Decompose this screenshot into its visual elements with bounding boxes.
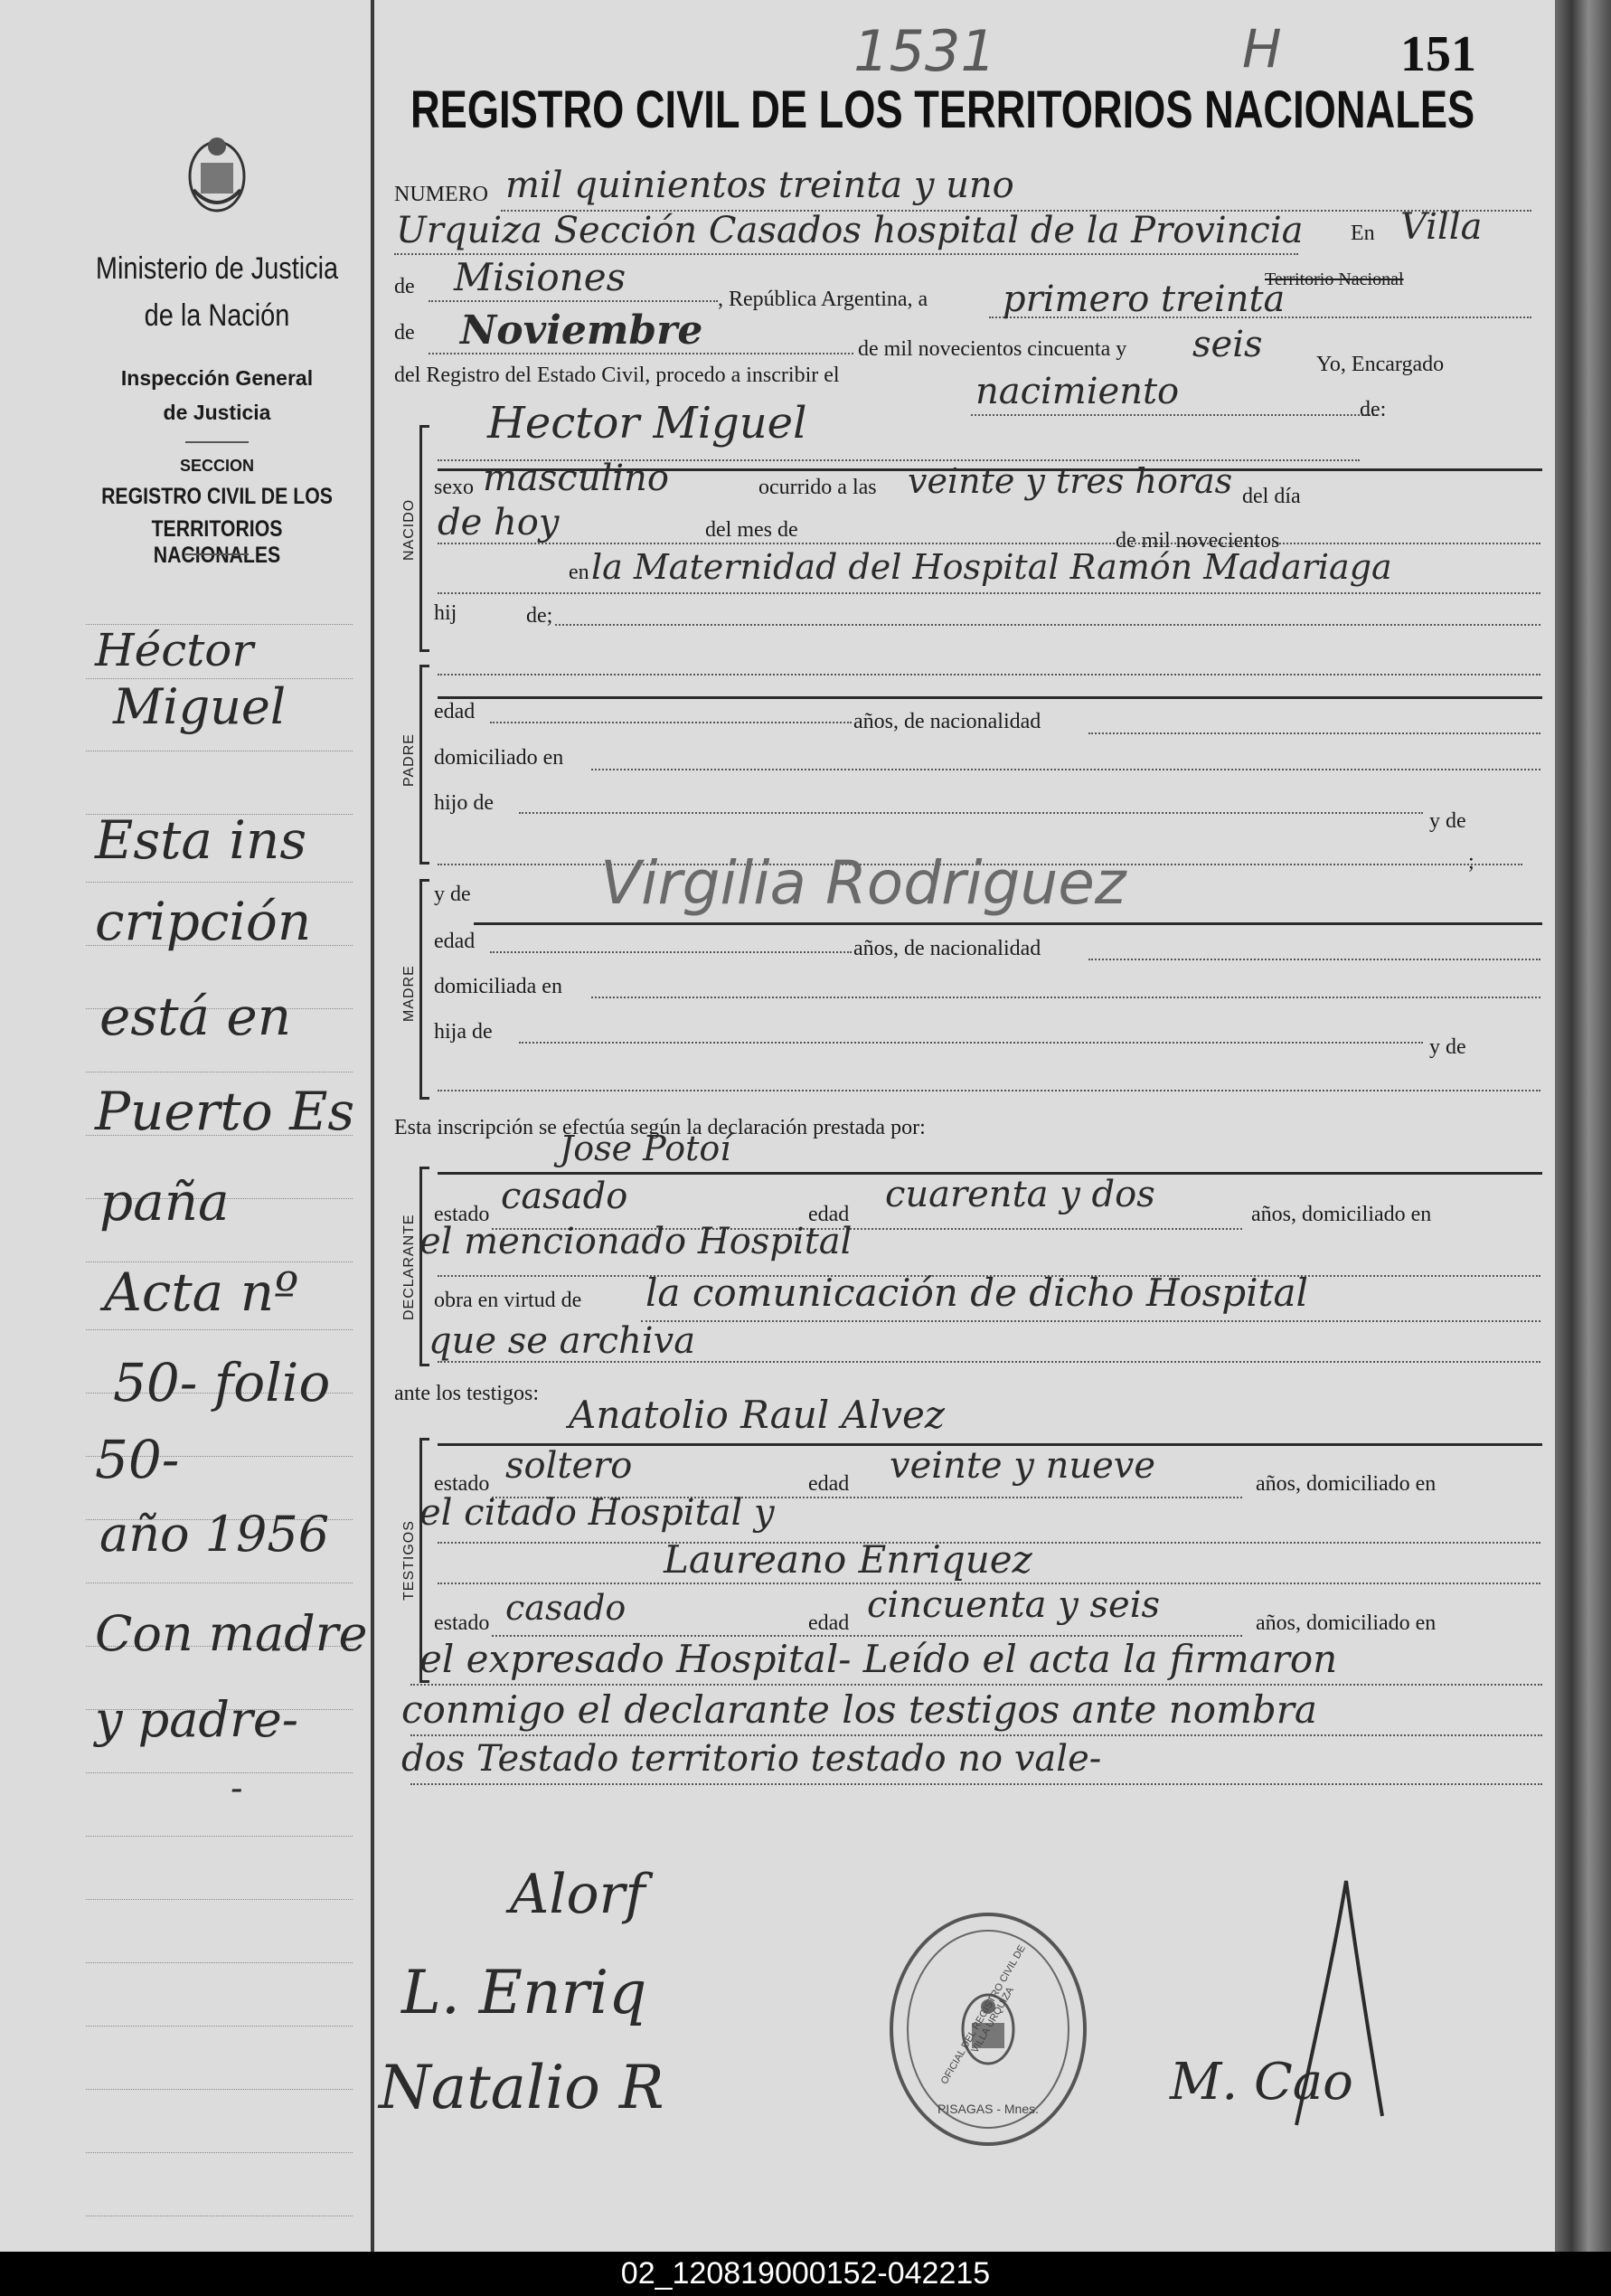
madre-label: MADRE: [401, 965, 417, 1022]
anos-nac-label-madre: años, de nacionalidad: [853, 937, 1041, 960]
field-line: [490, 951, 852, 953]
field-line: [1088, 959, 1540, 960]
field-line: [519, 1042, 1423, 1044]
mil-label: de mil novecientos cincuenta y: [858, 337, 1127, 361]
field-line: [519, 812, 1423, 814]
signature-flourish: [1278, 1872, 1396, 2134]
de-value: Misiones: [454, 255, 626, 299]
edad-label-w2: edad: [808, 1611, 850, 1635]
left-divider-rule: [185, 441, 249, 443]
en2-label: en: [569, 561, 589, 584]
field-line: [641, 1320, 1540, 1322]
edad-label-w1: edad: [808, 1472, 850, 1496]
section-rule: [474, 922, 1542, 925]
field-line: [490, 722, 852, 723]
de-label: de: [394, 275, 415, 298]
signature: M. Cao: [1170, 2053, 1353, 2112]
left-margin-column: [0, 0, 371, 2252]
place-line-value: Urquiza Sección Casados hospital de la Provincia: [396, 210, 1304, 251]
field-line: [410, 1684, 1542, 1686]
ruled-line: [86, 2026, 353, 2027]
stamp-bottom-text: PISAGAS - Mnes.: [937, 2102, 1040, 2116]
mil2-label: de mil novecientos: [1116, 529, 1280, 553]
closing-line-2: conmigo el declarante los testigos ante nombra: [401, 1687, 1317, 1732]
del-dia-label: del día: [1242, 485, 1301, 508]
year-value: seis: [1192, 324, 1263, 365]
de3-label: de:: [1360, 398, 1387, 421]
margin-note: Acta nº: [104, 1261, 299, 1323]
registro-label: del Registro del Estado Civil, procedo a inscribir el: [394, 364, 840, 387]
hijo-de-label: hijo de: [434, 791, 494, 815]
edad-decl-value: cuarenta y dos: [885, 1174, 1155, 1215]
field-line: [971, 414, 1378, 416]
inscripcion-label: Esta inscripción se efectúa según la declaración prestada por:: [394, 1116, 926, 1139]
page-number: 151: [1400, 26, 1476, 82]
section-name-line-1: REGISTRO CIVIL DE LOS: [101, 484, 333, 509]
margin-note: paña: [99, 1171, 230, 1233]
registro-value: nacimiento: [975, 371, 1180, 412]
sexo-value: masculino: [483, 458, 669, 499]
field-line: [410, 1783, 1542, 1785]
margin-note: 50- folio: [113, 1352, 331, 1413]
margin-note: Héctor: [95, 624, 254, 676]
anos-dom-label-w1: años, domiciliado en: [1256, 1472, 1437, 1496]
field-line: [591, 769, 1540, 770]
edad-label-madre: edad: [434, 930, 476, 953]
field-line: [591, 997, 1540, 998]
domiciliado-label-padre: domiciliado en: [434, 746, 564, 770]
nacido-label: NACIDO: [401, 498, 417, 561]
edad-label-decl: edad: [808, 1203, 850, 1226]
anos-dom-label-w2: años, domiciliado en: [1256, 1611, 1437, 1635]
obra-label: obra en virtud de: [434, 1289, 582, 1312]
madre-bracket: [419, 879, 429, 1100]
inspection-line-2: de Justicia: [163, 401, 271, 424]
field-line: [438, 543, 1540, 544]
territorio-label: Territorio Nacional: [1265, 269, 1404, 289]
field-line: [410, 1734, 1542, 1736]
en-label: En: [1351, 222, 1375, 245]
margin-note: cripción: [95, 891, 312, 952]
margin-note: año 1956: [99, 1506, 330, 1563]
hour-value: veinte y tres horas: [908, 461, 1233, 501]
margin-note: 50-: [95, 1429, 180, 1490]
signature: L. Enriq: [401, 1958, 647, 2027]
ruled-line: [86, 1836, 353, 1837]
ministry-line-1: Ministerio de Justicia: [95, 251, 339, 286]
margin-note: está en: [99, 986, 292, 1047]
ruled-line: [86, 1772, 353, 1773]
semicolon-padre: ;: [1468, 850, 1474, 874]
field-line: [429, 300, 718, 302]
ante-label: ante los testigos:: [394, 1382, 539, 1405]
edad-label-padre: edad: [434, 700, 476, 723]
coat-of-arms-icon: [181, 127, 253, 217]
y-de-label-madre: y de: [434, 883, 471, 906]
testigos-label: TESTIGOS: [401, 1520, 417, 1601]
closing-line-1: el expresado Hospital- Leído el acta la firmaron: [419, 1637, 1338, 1681]
yo-label: Yo, Encargado: [1316, 353, 1445, 376]
estado-w2-value: casado: [505, 1588, 626, 1628]
sexo-label: sexo: [434, 476, 474, 499]
ruled-line: [86, 1962, 353, 1963]
inspection-line-1: Inspección General: [120, 366, 314, 390]
edad-w2-value: cincuenta y seis: [867, 1584, 1161, 1626]
numero-label: NUMERO: [394, 183, 489, 206]
nacido-bracket: [419, 425, 429, 652]
en-value: Villa: [1400, 206, 1483, 248]
del-mes-label: del mes de: [705, 518, 798, 542]
padre-bracket: [419, 665, 429, 865]
mother-name: Virgilia Rodriguez: [600, 848, 1126, 918]
birth-record-form: [374, 0, 1555, 2252]
decl-address: el mencionado Hospital: [419, 1221, 853, 1262]
field-line: [1088, 732, 1540, 734]
y-de-label-padre: y de: [1429, 809, 1466, 833]
estado-w1-value: soltero: [505, 1445, 633, 1487]
padre-label: PADRE: [401, 733, 417, 787]
field-line: [438, 1361, 1540, 1363]
republica-label: , República Argentina, a: [718, 288, 928, 311]
section-heading: SECCION: [179, 457, 254, 475]
estado-label-w1: estado: [434, 1472, 490, 1496]
day-value: primero treinta: [1003, 279, 1286, 320]
obra-value: la comunicación de dicho Hospital: [645, 1271, 1308, 1315]
hij-label: hij: [434, 601, 457, 625]
margin-note: Miguel: [113, 678, 287, 735]
numero-value: mil quinientos treinta y uno: [505, 165, 1014, 206]
de4-label: de;: [526, 604, 553, 628]
place-value: la Maternidad del Hospital Ramón Madariaga: [591, 547, 1392, 587]
field-line: [438, 1090, 1540, 1091]
estado-decl-value: casado: [501, 1176, 628, 1217]
section-rule: [438, 696, 1542, 699]
ruled-line: [86, 1899, 353, 1900]
de2-label: de: [394, 321, 415, 345]
field-line: [555, 624, 1540, 626]
hija-de-label: hija de: [434, 1020, 493, 1044]
ruled-line: [86, 2152, 353, 2153]
witness1-name: Anatolio Raul Alvez: [569, 1393, 946, 1437]
ruled-line: [86, 1329, 353, 1330]
official-stamp: [890, 1913, 1087, 2146]
ministry-line-2: de la Nación: [144, 298, 290, 333]
signature: Alorf: [510, 1863, 645, 1926]
domiciliada-label: domiciliada en: [434, 975, 562, 998]
anos-nac-label-padre: años, de nacionalidad: [853, 710, 1041, 733]
page-title: REGISTRO CIVIL DE LOS TERRITORIOS NACIONALES: [410, 80, 1475, 139]
section-name-line-2: TERRITORIOS NACIONALES: [151, 516, 283, 568]
declarante-label: DECLARANTE: [401, 1214, 417, 1320]
pencil-letter: H: [1242, 18, 1282, 80]
margin-note: Esta ins: [95, 809, 307, 871]
ruled-line: [86, 882, 353, 883]
field-line: [438, 592, 1540, 594]
pencil-record-number: 1531: [853, 18, 996, 84]
left-divider-rule-2: [185, 553, 249, 555]
estado-label-w2: estado: [434, 1611, 490, 1635]
anos-dom-label-decl: años, domiciliado en: [1251, 1203, 1432, 1226]
ruled-line: [86, 2089, 353, 2090]
month-value: Noviembre: [460, 307, 703, 354]
edad-w1-value: veinte y nueve: [890, 1445, 1156, 1487]
stamp-text: OFICIAL DEL REGISTRO CIVIL DE VILLA URQUIZA: [938, 1943, 1028, 2086]
field-line: [438, 674, 1540, 676]
ocurrido-label: ocurrido a las: [758, 476, 877, 499]
book-spine: [1555, 0, 1611, 2252]
margin-note: Con madre: [95, 1605, 368, 1662]
margin-note: y padre-: [95, 1691, 299, 1748]
child-name: Hector Miguel: [487, 398, 807, 449]
witness2-name: Laureano Enriquez: [664, 1537, 1032, 1582]
margin-note: -: [231, 1768, 243, 1809]
dia-value: de hoy: [438, 502, 560, 543]
y-de-label-madre-2: y de: [1429, 1035, 1466, 1059]
obra-value-2: que se archiva: [429, 1320, 696, 1362]
estado-label-decl: estado: [434, 1203, 490, 1226]
signature: Natalio R: [379, 2053, 664, 2122]
w1-address: el citado Hospital y: [419, 1492, 775, 1534]
declarant-name: Jose Potoí: [560, 1129, 731, 1168]
margin-note: Puerto Es: [95, 1081, 355, 1142]
closing-line-3: dos Testado territorio testado no vale-: [401, 1738, 1102, 1780]
image-id-caption: 02_120819000152-042215: [0, 2252, 1611, 2296]
